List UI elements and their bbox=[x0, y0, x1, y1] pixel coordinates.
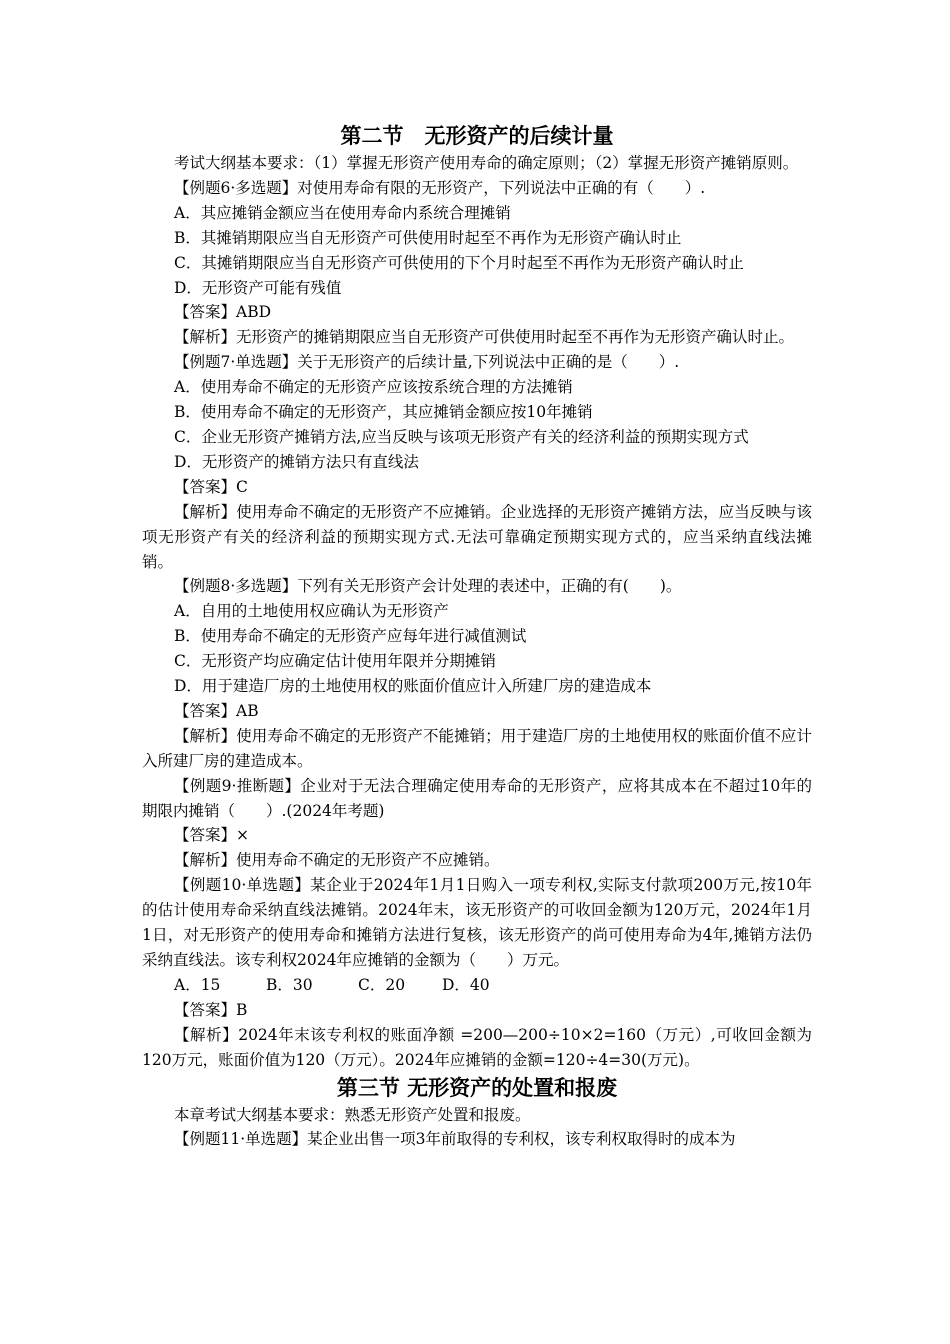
q10-answer: 【答案】B bbox=[174, 1000, 248, 1019]
q6-option-d: D．无形资产可能有残值 bbox=[174, 278, 342, 297]
q11-stem: 【例题11·单选题】某企业出售一项3年前取得的专利权，该专利权取得时的成本为 bbox=[174, 1130, 736, 1149]
q9-stem: 【例题9·推断题】企业对于无法合理确定使用寿命的无形资产，应将其成本在不超过10年的期限内摊销（ ）.(2024年考题) bbox=[142, 776, 812, 820]
document-body bbox=[142, 121, 812, 1152]
q10-option-b: B．30 bbox=[266, 975, 313, 994]
q7-stem: 【例题7·单选题】关于无形资产的后续计量,下列说法中正确的是（ ）. bbox=[174, 353, 680, 372]
q7-option-b: B．使用寿命不确定的无形资产，其应摊销金额应按10年摊销 bbox=[174, 403, 593, 422]
q6-analysis: 【解析】无形资产的摊销期限应当自无形资产可供使用时起至不再作为无形资产确认时止。 bbox=[174, 328, 795, 347]
q9-analysis: 【解析】使用寿命不确定的无形资产不应摊销。 bbox=[174, 851, 500, 870]
section3-title: 第三节 无形资产的处置和报废 bbox=[336, 1075, 618, 1100]
q7-answer: 【答案】C bbox=[174, 477, 248, 496]
q7-option-c: C．企业无形资产摊销方法,应当反映与该项无形资产有关的经济利益的预期实现方式 bbox=[174, 427, 749, 446]
q10-option-c: C．20 bbox=[358, 975, 406, 994]
q7-analysis: 【解析】使用寿命不确定的无形资产不应摊销。企业选择的无形资产摊销方法，应当反映与该项无形资产有关的经济利益的预期实现方式.无法可靠确定预期实现方式的，应当采纳直线法摊销。 bbox=[142, 502, 812, 571]
q7-option-d: D．无形资产的摊销方法只有直线法 bbox=[174, 452, 419, 471]
q8-option-d: D．用于建造厂房的土地使用权的账面价值应计入所建厂房的建造成本 bbox=[174, 677, 652, 696]
q7-option-a: A．使用寿命不确定的无形资产应该按系统合理的方法摊销 bbox=[174, 378, 573, 397]
q10-option-a: A．15 bbox=[174, 975, 221, 994]
q6-option-a: A．其应摊销金额应当在使用寿命内系统合理摊销 bbox=[174, 203, 511, 222]
q8-option-b: B．使用寿命不确定的无形资产应每年进行减值测试 bbox=[174, 627, 527, 646]
q8-analysis: 【解析】使用寿命不确定的无形资产不能摊销；用于建造厂房的土地使用权的账面价值不应计入所建厂房的建造成本。 bbox=[142, 726, 812, 770]
section3-requirement: 本章考试大纲基本要求：熟悉无形资产处置和报废。 bbox=[174, 1105, 531, 1124]
q9-answer: 【答案】× bbox=[174, 826, 249, 845]
q8-stem: 【例题8·多选题】下列有关无形资产会计处理的表述中，正确的有( )。 bbox=[174, 577, 682, 596]
q8-answer: 【答案】AB bbox=[174, 701, 259, 720]
q10-analysis: 【解析】2024年末该专利权的账面净额 =200—200÷10×2=160（万元）,可收回金额为120万元，账面价值为120（万元）。2024年应摊销的金额=120÷4=30(万元)。 bbox=[142, 1025, 812, 1069]
q6-answer: 【答案】ABD bbox=[174, 303, 272, 322]
q8-option-a: A．自用的土地使用权应确认为无形资产 bbox=[174, 602, 449, 621]
q6-stem: 【例题6·多选题】对使用寿命有限的无形资产，下列说法中正确的有（ ）. bbox=[174, 178, 706, 197]
q10-options-row bbox=[142, 973, 812, 998]
q6-option-b: B．其摊销期限应当自无形资产可供使用时起至不再作为无形资产确认时止 bbox=[174, 228, 682, 247]
q6-option-c: C．其摊销期限应当自无形资产可供使用的下个月时起至不再作为无形资产确认时止 bbox=[174, 253, 744, 272]
q10-stem: 【例题10·单选题】某企业于2024年1月1日购入一项专利权,实际支付款项200万元,按10年的估计使用寿命采纳直线法摊销。2024年末，该无形资产的可收回金额为120万元，2024年1月1日，对无形资产的使用寿命和摊销方法进行复核，该无形资产的尚可使用寿命为4年,摊销方法仍采纳直线法。该专利权2024年应摊销的金额为（ ）万元。 bbox=[142, 876, 812, 969]
q10-option-d: D．40 bbox=[442, 975, 490, 994]
q8-option-c: C．无形资产均应确定估计使用年限并分期摊销 bbox=[174, 652, 496, 671]
section2-requirement: 考试大纲基本要求：（1）掌握无形资产使用寿命的确定原则；（2）掌握无形资产摊销原则。 bbox=[174, 154, 799, 172]
section2-title: 第二节 无形资产的后续计量 bbox=[340, 124, 614, 148]
